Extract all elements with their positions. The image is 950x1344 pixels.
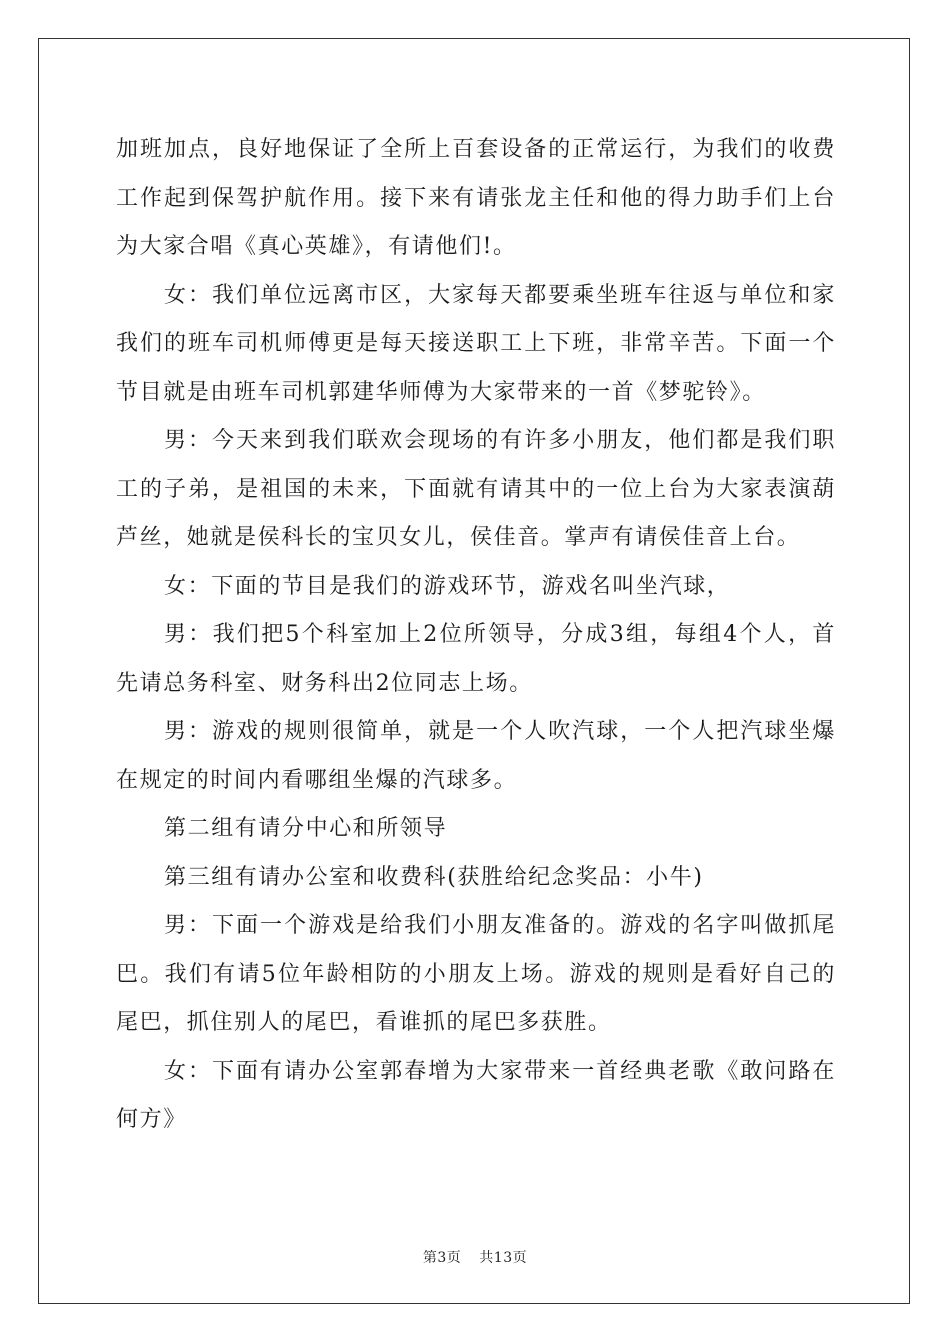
document-body	[116, 126, 836, 1145]
page-total: 共13页	[479, 1250, 528, 1266]
page-number: 第3页	[422, 1250, 462, 1266]
paragraph: 男：游戏的规则很简单，就是一个人吹汽球，一个人把汽球坐爆在规定的时间内看哪组坐爆的汽球多。	[116, 719, 836, 793]
paragraph: 加班加点，良好地保证了全所上百套设备的正常运行，为我们的收费工作起到保驾护航作用。接下来有请张龙主任和他的得力助手们上台为大家合唱《真心英雄》，有请他们!。	[116, 137, 836, 259]
paragraph: 男：下面一个游戏是给我们小朋友准备的。游戏的名字叫做抓尾巴。我们有请5位年龄相防的小朋友上场。游戏的规则是看好自己的尾巴，抓住别人的尾巴，看谁抓的尾巴多获胜。	[116, 913, 836, 1035]
paragraph: 女：下面的节目是我们的游戏环节，游戏名叫坐汽球，	[164, 573, 731, 599]
paragraph: 女：下面有请办公室郭春增为大家带来一首经典老歌《敢问路在何方》	[116, 1058, 836, 1132]
paragraph: 男：我们把5个科室加上2位所领导，分成3组，每组4个人，首先请总务科室、财务科出2位同志上场。	[116, 622, 836, 696]
paragraph: 第二组有请分中心和所领导	[164, 816, 448, 841]
paragraph: 第三组有请办公室和收费科(获胜给纪念奖品：小牛)	[164, 864, 704, 890]
paragraph: 女：我们单位远离市区，大家每天都要乘坐班车往返与单位和家我们的班车司机师傅更是每天接送职工上下班，非常辛苦。下面一个节目就是由班车司机郭建华师傅为大家带来的一首《梦驼铃》。	[116, 282, 836, 405]
paragraph: 男：今天来到我们联欢会现场的有许多小朋友，他们都是我们职工的子弟，是祖国的未来，下面就有请其中的一位上台为大家表演葫芦丝，她就是侯科长的宝贝女儿，侯佳音。掌声有请侯佳音上台。	[116, 428, 836, 550]
page-footer	[0, 1247, 950, 1267]
